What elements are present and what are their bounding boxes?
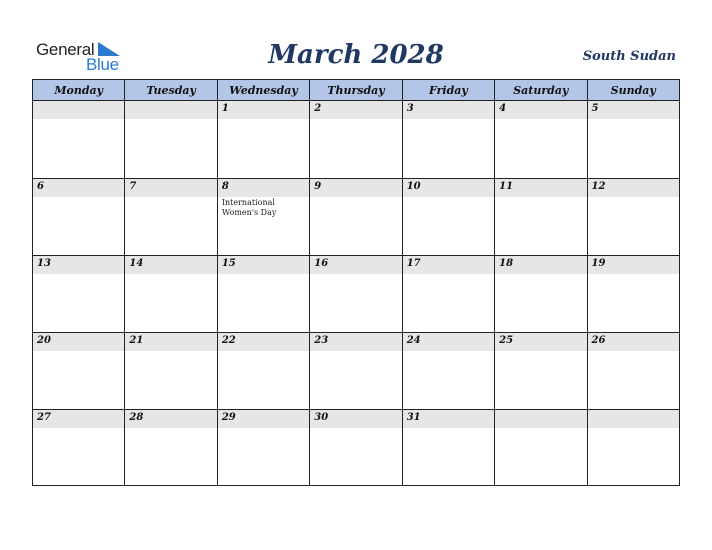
day-number: 19 (591, 258, 606, 269)
day-number: 1 (221, 103, 229, 114)
day-number: 10 (406, 181, 421, 192)
day-number-band (310, 101, 401, 119)
day-cell (309, 410, 401, 486)
weekday-tuesday: Tuesday (124, 80, 216, 100)
day-number: 29 (221, 412, 236, 423)
logo-text-general: General (36, 40, 95, 59)
day-number-band (495, 410, 586, 428)
day-number: 12 (591, 181, 606, 192)
day-number: 25 (499, 335, 514, 346)
day-cell (33, 256, 124, 332)
day-number: 15 (221, 258, 236, 269)
country-label: South Sudan (582, 49, 676, 64)
day-number: 24 (406, 335, 421, 346)
day-number: 13 (37, 258, 51, 269)
day-number: 23 (314, 335, 329, 346)
day-cell (494, 410, 586, 486)
day-number: 27 (37, 412, 51, 423)
day-number-band (33, 101, 124, 119)
day-number: 26 (591, 335, 606, 346)
calendar-grid (32, 79, 680, 486)
day-cell (494, 179, 586, 255)
day-cell (309, 333, 401, 409)
day-number: 31 (406, 412, 421, 423)
day-number: 17 (406, 258, 421, 269)
day-number: 7 (129, 181, 137, 192)
week-row (33, 178, 679, 255)
weekday-thursday: Thursday (309, 80, 401, 100)
day-number: 20 (37, 335, 51, 346)
day-number: 4 (499, 103, 507, 114)
day-cell (587, 410, 679, 486)
day-number: 5 (591, 103, 599, 114)
weekday-wednesday: Wednesday (217, 80, 309, 100)
day-cell (494, 101, 586, 178)
day-number: 21 (129, 335, 144, 346)
week-row (33, 101, 679, 178)
day-cell (217, 333, 309, 409)
day-number: 11 (499, 181, 514, 192)
day-cell (402, 179, 494, 255)
day-number: 9 (314, 181, 322, 192)
day-number: 18 (499, 258, 514, 269)
day-cell (217, 101, 309, 178)
day-cell (309, 256, 401, 332)
day-cell (33, 101, 124, 178)
day-number-band (33, 179, 124, 197)
weekday-saturday: Saturday (494, 80, 586, 100)
day-cell (494, 256, 586, 332)
day-number-band (310, 179, 401, 197)
day-cell (587, 333, 679, 409)
day-cell (309, 101, 401, 178)
weekday-sunday: Sunday (587, 80, 679, 100)
day-number-band (218, 179, 309, 197)
day-cell (494, 333, 586, 409)
day-cell (402, 333, 494, 409)
day-cell (217, 256, 309, 332)
day-cell (124, 256, 216, 332)
logo-text-blue: Blue (86, 55, 119, 74)
week-row (33, 409, 679, 486)
day-cell (217, 410, 309, 486)
day-cell (124, 179, 216, 255)
day-number: 14 (129, 258, 144, 269)
week-row (33, 255, 679, 332)
day-cell (33, 410, 124, 486)
day-cell (217, 179, 309, 255)
day-cell (124, 410, 216, 486)
day-number-band (218, 101, 309, 119)
weekday-monday: Monday (54, 84, 104, 97)
day-cell (402, 410, 494, 486)
day-number: 28 (129, 412, 144, 423)
day-cell (309, 179, 401, 255)
day-number: 22 (221, 335, 236, 346)
day-cell (402, 101, 494, 178)
day-cell (402, 256, 494, 332)
day-number: 8 (221, 181, 229, 192)
day-cell (124, 333, 216, 409)
day-number-band (588, 410, 679, 428)
week-row (33, 332, 679, 409)
holiday-event: International Women's Day (221, 198, 277, 217)
day-number: 2 (314, 103, 322, 114)
calendar-title: March 2028 (268, 40, 444, 70)
day-cell (587, 179, 679, 255)
day-number-band (403, 101, 494, 119)
day-number-band (125, 179, 216, 197)
day-number: 6 (37, 181, 44, 192)
day-number-band (125, 101, 216, 119)
day-cell (587, 101, 679, 178)
day-cell (124, 101, 216, 178)
day-cell (33, 333, 124, 409)
day-number-band (588, 101, 679, 119)
weekday-header-row (32, 79, 680, 101)
weekday-friday: Friday (402, 80, 494, 100)
day-number-band (495, 101, 586, 119)
day-cell (33, 179, 124, 255)
day-number: 16 (314, 258, 329, 269)
day-cell (587, 256, 679, 332)
calendar-body (32, 101, 680, 486)
day-number: 3 (406, 103, 414, 114)
day-number: 30 (314, 412, 329, 423)
